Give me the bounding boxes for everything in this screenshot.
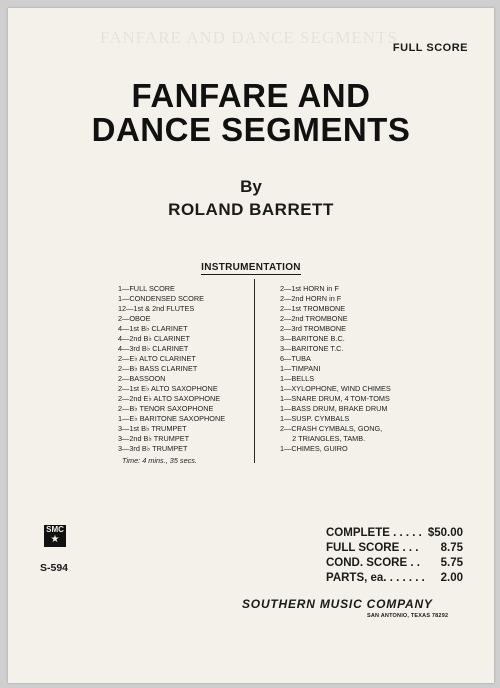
- publisher-logo: [44, 525, 66, 547]
- show-through-title: FANFARE AND DANCE SEGMENTS: [100, 28, 398, 47]
- instrument-item: 2—1st E♭ ALTO SAXOPHONE: [118, 384, 218, 393]
- price-row: [326, 556, 463, 571]
- instrument-item: 1—FULL SCORE: [118, 284, 175, 293]
- price-label: COND. SCORE . .: [326, 557, 420, 569]
- catalog-number: S-594: [40, 562, 69, 574]
- instrument-item: 12—1st & 2nd FLUTES: [118, 304, 195, 313]
- price-row: [326, 541, 463, 556]
- instrument-item: 1—E♭ BARITONE SAXOPHONE: [118, 414, 226, 423]
- price-row: [326, 571, 463, 586]
- instrument-item: 3—BARITONE B.C.: [280, 334, 345, 343]
- instrument-item: 1—XYLOPHONE, WIND CHIMES: [280, 384, 391, 393]
- column-divider: [254, 279, 255, 463]
- instrument-item: 6—TUBA: [280, 354, 311, 363]
- instrument-item: 1—BASS DRUM, BRAKE DRUM: [280, 404, 388, 413]
- composer-name: ROLAND BARRETT: [168, 200, 334, 219]
- instrument-item: 2—1st TROMBONE: [280, 304, 346, 313]
- price-list: [326, 526, 463, 586]
- instrument-item: 2—1st HORN in F: [280, 284, 339, 293]
- instrument-item: 4—3rd B♭ CLARINET: [118, 344, 189, 353]
- instrument-item: 3—2nd B♭ TRUMPET: [118, 434, 190, 443]
- instrumentation-heading: [8, 262, 494, 273]
- instrument-item: 2—2nd TROMBONE: [280, 314, 348, 323]
- price-label: FULL SCORE . . .: [326, 542, 419, 554]
- price-value: $50.00: [427, 527, 463, 539]
- duration-note: Time: 4 mins., 35 secs.: [122, 456, 197, 465]
- title-line-2: DANCE SEGMENTS: [91, 111, 411, 148]
- instrument-item: 1—CONDENSED SCORE: [118, 294, 204, 303]
- instrument-item: 1—SNARE DRUM, 4 TOM-TOMS: [280, 394, 390, 403]
- price-label: PARTS, ea. . . . . . .: [326, 572, 425, 584]
- publisher-city: SAN ANTONIO, TEXAS 78292: [367, 613, 449, 619]
- score-type-label: FULL SCORE: [392, 42, 468, 54]
- price-row: [326, 526, 463, 541]
- price-value: 5.75: [440, 557, 463, 569]
- instrument-item: 2 TRIANGLES, TAMB.: [280, 434, 366, 443]
- instrument-item: 1—TIMPANI: [280, 364, 321, 373]
- publisher-name: SOUTHERN MUSIC COMPANY: [242, 597, 433, 611]
- score-cover: [8, 8, 494, 683]
- instrument-item: 1—SUSP. CYMBALS: [280, 414, 350, 423]
- instrument-item: 2—E♭ ALTO CLARINET: [118, 354, 196, 363]
- instrument-item: 1—CHIMES, GUIRO: [280, 444, 348, 453]
- price-label: COMPLETE . . . . .: [326, 527, 422, 539]
- instrument-item: 1—BELLS: [280, 374, 315, 383]
- instrument-item: 2—B♭ BASS CLARINET: [118, 364, 198, 373]
- price-value: 8.75: [440, 542, 463, 554]
- instrument-item: 2—2nd HORN in F: [280, 294, 342, 303]
- instrument-item: 3—3rd B♭ TRUMPET: [118, 444, 188, 453]
- instrumentation-heading-text: INSTRUMENTATION: [201, 262, 301, 273]
- instrument-item: 4—2nd B♭ CLARINET: [118, 334, 190, 343]
- logo-text: SMC: [46, 525, 64, 534]
- instrument-item: 3—1st B♭ TRUMPET: [118, 424, 187, 433]
- instrument-item: 2—BASSOON: [118, 374, 166, 383]
- instrument-item: 2—CRASH CYMBALS, GONG,: [280, 424, 383, 433]
- instrument-item: 2—B♭ TENOR SAXOPHONE: [118, 404, 214, 413]
- instrument-list-left: [118, 284, 225, 454]
- star-icon: ★: [50, 534, 60, 545]
- instrument-item: 4—1st B♭ CLARINET: [118, 324, 188, 333]
- instrument-item: 2—3rd TROMBONE: [280, 324, 346, 333]
- price-value: 2.00: [440, 572, 463, 584]
- instrument-item: 2—OBOE: [118, 314, 151, 323]
- title-line-1: FANFARE AND: [131, 77, 371, 114]
- instrument-item: 2—2nd E♭ ALTO SAXOPHONE: [118, 394, 221, 403]
- instrument-list-right: [280, 284, 391, 454]
- instrument-item: 3—BARITONE T.C.: [280, 344, 344, 353]
- by-label: By: [240, 177, 262, 196]
